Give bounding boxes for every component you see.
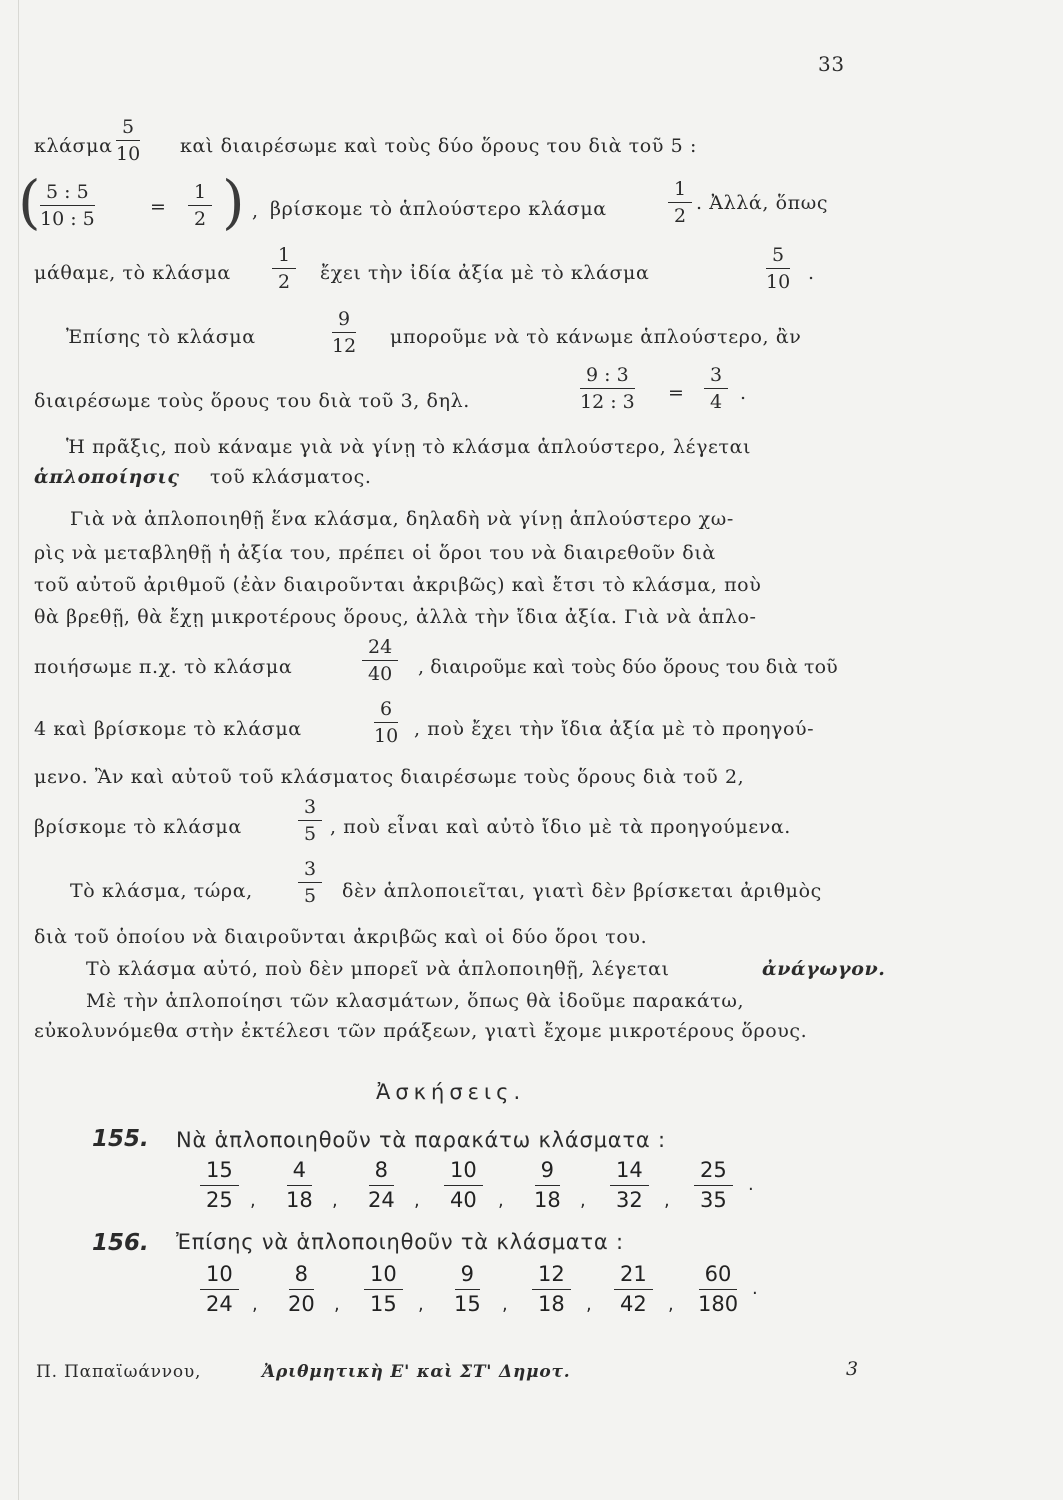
exercise-fraction: $\frac{60}{180}$: [698, 1262, 739, 1316]
fraction: $\frac{9 : 3}{12 : 3}$: [580, 364, 635, 413]
fraction: $\frac{1}{2}$: [188, 183, 212, 229]
fraction: $\frac{1}{2}$: [668, 180, 692, 226]
separator: ,: [414, 1190, 420, 1211]
exercise-fraction: $\frac{12}{18}$: [532, 1264, 571, 1315]
separator: ,: [332, 1190, 338, 1211]
equals-sign: =: [668, 382, 685, 404]
text-line: , διαιροῦμε καὶ τοὺς δύο ὅρους του διὰ τοῦ: [418, 656, 838, 678]
text-line: κλάσμα: [34, 135, 113, 157]
text-line: Ἡ πρᾶξις, ποὺ κάναμε γιὰ νὰ γίνῃ τὸ κλάσμα ἁπλούστερο, λέγεται: [66, 436, 752, 458]
exercises-heading: Ἀσκήσεις.: [376, 1080, 526, 1104]
separator: .: [752, 1278, 758, 1299]
exercise-prompt: Νὰ ἁπλοποιηθοῦν τὰ παρακάτω κλάσματα :: [176, 1128, 666, 1152]
text-line: διὰ τοῦ ὁποίου νὰ διαιροῦνται ἀκριβῶς καὶ οἱ δύο ὅροι του.: [34, 926, 648, 948]
text-line: Γιὰ νὰ ἁπλοποιηθῇ ἕνα κλάσμα, δηλαδὴ νὰ γίνῃ ἁπλούστερο χω-: [70, 508, 734, 530]
text-line: δὲν ἁπλοποιεῖται, γιατὶ δὲν βρίσκεται ἀριθμὸς: [342, 880, 822, 902]
footer-signature: 3: [846, 1358, 859, 1380]
text-line: μάθαμε, τὸ κλάσμα: [34, 262, 231, 284]
text-line: μενο. Ἂν καὶ αὐτοῦ τοῦ κλάσματος διαιρέσωμε τοὺς ὅρους διὰ τοῦ 2,: [34, 766, 745, 788]
text-line: θὰ βρεθῇ, θὰ ἔχῃ μικροτέρους ὅρους, ἀλλὰ τὴν ἴδια ἀξία. Γιὰ νὰ ἁπλο-: [34, 606, 757, 628]
separator: ,: [668, 1294, 674, 1315]
text-line: βρίσκομε τὸ κλάσμα: [34, 816, 242, 838]
text-line: βρίσκομε τὸ ἁπλούστερο κλάσμα: [270, 198, 607, 220]
text-line: μποροῦμε νὰ τὸ κάνωμε ἁπλούστερο, ἂν: [390, 326, 802, 348]
fraction: $\frac{24}{40}$: [362, 638, 398, 684]
text-line: καὶ διαιρέσωμε καὶ τοὺς δύο ὅρους του διὰ τοῦ 5 :: [180, 135, 697, 157]
text-line: . Ἀλλά, ὅπως: [696, 192, 829, 214]
fraction: $\frac{1}{2}$: [272, 246, 296, 292]
fraction: $\frac{6}{10}$: [374, 698, 399, 747]
text-line: 4 καὶ βρίσκομε τὸ κλάσμα: [34, 718, 302, 740]
separator: ,: [418, 1294, 424, 1315]
emphasized-term: ἀνάγωγον.: [762, 958, 886, 980]
fraction: $\frac{5}{10}$: [766, 244, 791, 293]
exercise-fraction: $\frac{21}{42}$: [614, 1264, 653, 1315]
exercise-fraction: $\frac{10}{24}$: [200, 1264, 239, 1315]
text-line: ρὶς νὰ μεταβληθῇ ἡ ἀξία του, πρέπει οἱ ὅροι του νὰ διαιρεθοῦν διὰ: [34, 542, 716, 564]
exercise-fraction: $\frac{8}{20}$: [288, 1262, 315, 1316]
footer-title: Ἀριθμητικὴ Ε' καὶ ΣΤ' Δημοτ.: [262, 1362, 571, 1382]
period: .: [808, 262, 815, 284]
text-line: Ἐπίσης τὸ κλάσμα: [66, 326, 256, 348]
separator: ,: [252, 1294, 258, 1315]
separator: ,: [498, 1190, 504, 1211]
text-line: , ποὺ εἶναι καὶ αὐτὸ ἴδιο μὲ τὰ προηγούμενα.: [330, 816, 791, 838]
page-number: 33: [818, 52, 845, 76]
footer-author: Π. Παπαϊωάννου,: [36, 1362, 202, 1382]
text-line: τοῦ κλάσματος.: [210, 466, 372, 488]
right-paren: ): [222, 168, 245, 236]
exercise-number: 156.: [92, 1230, 149, 1256]
text-line: , ποὺ ἔχει τὴν ἴδια ἀξία μὲ τὸ προηγού-: [414, 718, 815, 740]
fraction: $\frac{3}{4}$: [704, 366, 728, 412]
emphasized-term: ἁπλοποίησις: [34, 466, 180, 488]
text-line: διαιρέσωμε τοὺς ὅρους του διὰ τοῦ 3, δηλ.: [34, 390, 470, 412]
separator: ,: [586, 1294, 592, 1315]
text-line: τοῦ αὐτοῦ ἀριθμοῦ (ἐὰν διαιροῦνται ἀκριβῶς) καὶ ἔτσι τὸ κλάσμα, ποὺ: [34, 574, 762, 596]
text-line: ἔχει τὴν ἰδία ἀξία μὲ τὸ κλάσμα: [320, 262, 650, 284]
exercise-fraction: $\frac{4}{18}$: [286, 1158, 313, 1212]
exercise-fraction: $\frac{10}{40}$: [444, 1160, 483, 1211]
separator: ,: [664, 1190, 670, 1211]
text-line: ποιήσωμε π.χ. τὸ κλάσμα: [34, 656, 293, 678]
fraction: $\frac{5 : 5}{10 : 5}$: [40, 181, 95, 230]
equals-sign: =: [150, 196, 167, 218]
separator: ,: [334, 1294, 340, 1315]
exercise-fraction: $\frac{15}{25}$: [200, 1160, 239, 1211]
exercise-fraction: $\frac{8}{24}$: [368, 1158, 395, 1212]
exercise-number: 155.: [92, 1126, 149, 1152]
text-line: Τὸ κλάσμα αὐτό, ποὺ δὲν μπορεῖ νὰ ἁπλοποιηθῇ, λέγεται: [86, 958, 670, 980]
exercise-fraction: $\frac{9}{18}$: [534, 1158, 561, 1212]
text-line: Μὲ τὴν ἁπλοποίησι τῶν κλασμάτων, ὅπως θὰ ἰδοῦμε παρακάτω,: [86, 990, 745, 1012]
separator: ,: [502, 1294, 508, 1315]
fraction: $\frac{3}{5}$: [298, 798, 322, 844]
separator: ,: [580, 1190, 586, 1211]
comma: ,: [252, 200, 259, 222]
fraction: $\frac{5}{10}$: [116, 116, 141, 165]
text-line: εὐκολυνόμεθα στὴν ἐκτέλεσι τῶν πράξεων, γιατὶ ἔχομε μικροτέρους ὅρους.: [34, 1020, 808, 1042]
text-line: Τὸ κλάσμα, τώρα,: [70, 880, 253, 902]
fraction: $\frac{9}{12}$: [332, 308, 357, 357]
left-paren: (: [18, 168, 41, 236]
exercise-fraction: $\frac{14}{32}$: [610, 1160, 649, 1211]
fraction: $\frac{3}{5}$: [298, 860, 322, 906]
separator: .: [748, 1174, 754, 1195]
separator: ,: [250, 1190, 256, 1211]
exercise-fraction: $\frac{25}{35}$: [694, 1160, 733, 1211]
exercise-prompt: Ἐπίσης νὰ ἁπλοποιηθοῦν τὰ κλάσματα :: [176, 1230, 624, 1254]
exercise-fraction: $\frac{9}{15}$: [454, 1262, 481, 1316]
exercise-fraction: $\frac{10}{15}$: [364, 1264, 403, 1315]
period: .: [740, 382, 747, 404]
